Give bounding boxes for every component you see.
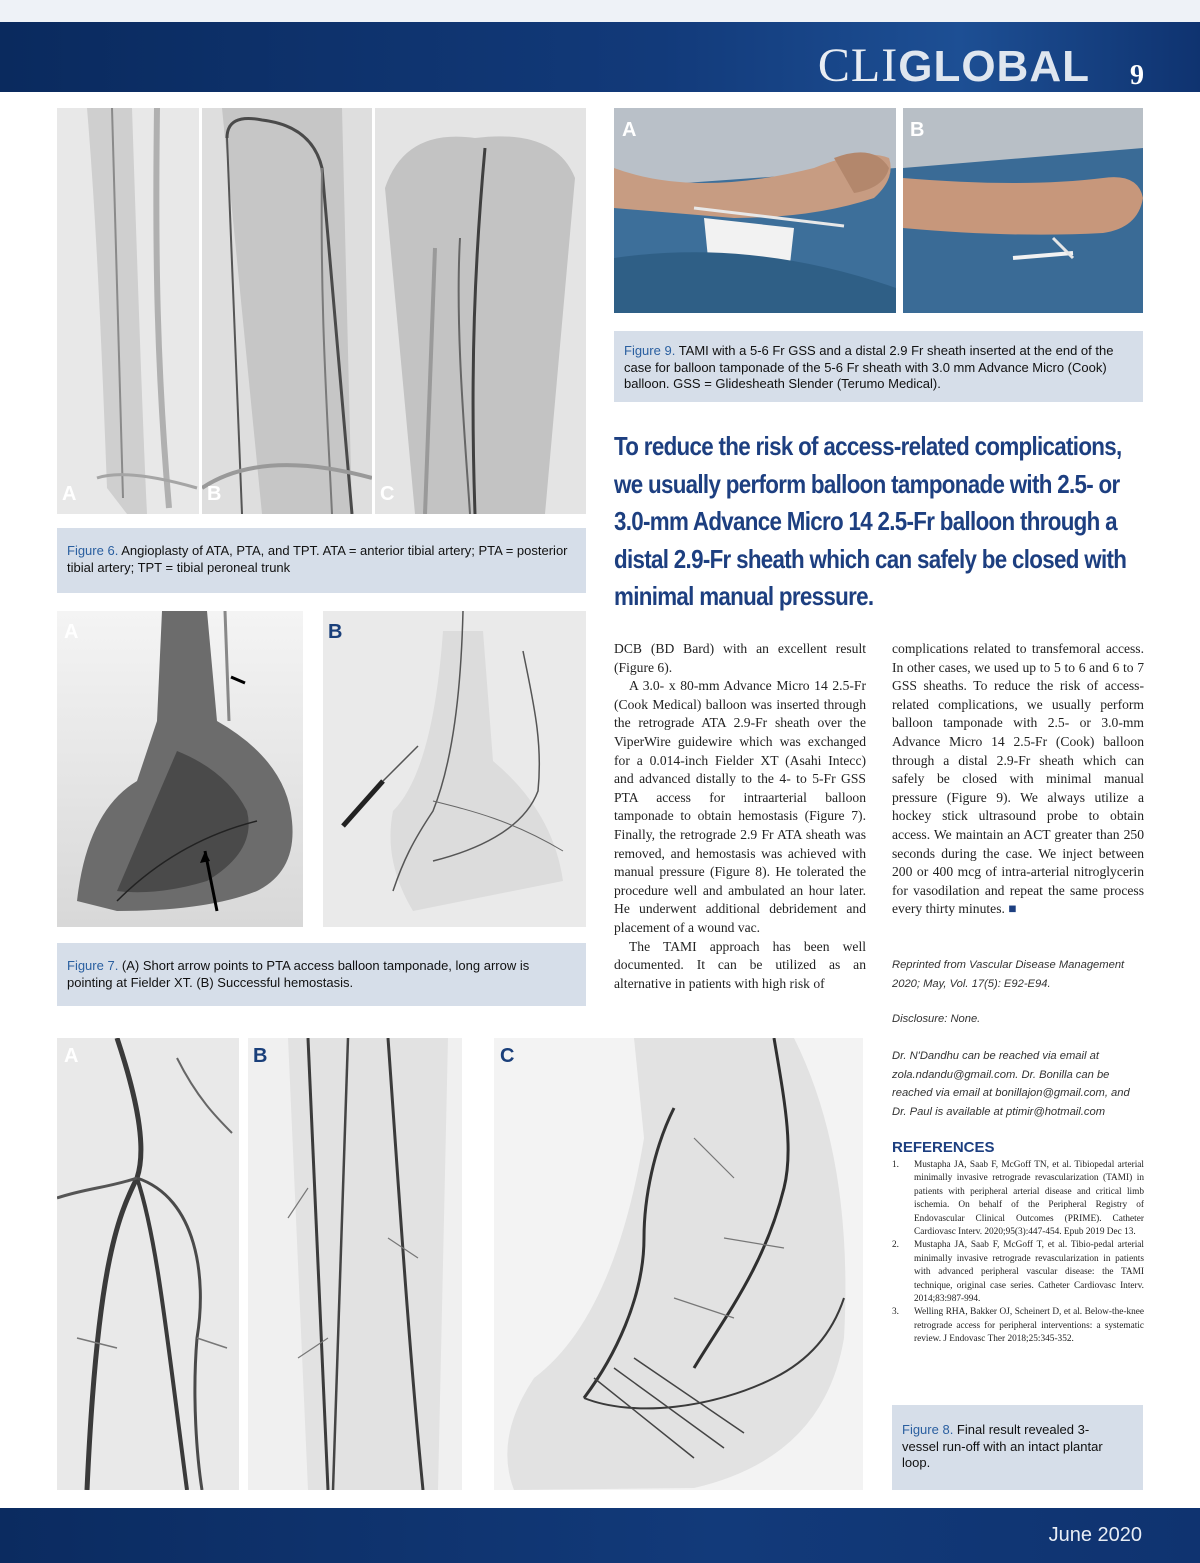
reference-text: Mustapha JA, Saab F, McGoff T, et al. Tibio-pedal arterial minimally invasive retrograde revascularization in patients with advanced peripheral vascular disease: the TAMI technique, original case series. Catheter Cardiovasc Interv. 2014;83:987-994. bbox=[914, 1240, 1144, 1305]
figure8-caption-text: Final result revealed 3-vessel run-off with an intact plantar loop. bbox=[902, 1422, 1103, 1470]
figure6-label-c: C bbox=[380, 483, 395, 505]
figure9-panel-b bbox=[903, 108, 1143, 313]
figure8-panel-c-image bbox=[494, 1038, 863, 1490]
figure8-panel-c bbox=[494, 1038, 863, 1490]
header-top-strip bbox=[0, 0, 1200, 22]
figure6-panel-c-image bbox=[375, 108, 586, 514]
disclosure-note: Disclosure: None. bbox=[892, 1013, 981, 1025]
figure8-panel-b-image bbox=[248, 1038, 462, 1490]
page-footer-band bbox=[0, 1508, 1200, 1563]
figure7-caption-text: (A) Short arrow points to PTA access balloon tamponade, long arrow is pointing at Fielder XT. (B) Successful hemostasis. bbox=[67, 958, 530, 990]
body-column-2 bbox=[892, 640, 1144, 919]
cli-global-logo bbox=[818, 38, 1090, 95]
column1-paragraph-2: A 3.0- x 80-mm Advance Micro 14 2.5-Fr (Cook Medical) balloon was inserted through the retrograde ATA 2.9-Fr sheath over the ViperWire guidewire which was exchanged for a 0.014-inch Fielder XT (Asahi Intecc) and advanced distally to the 4- to 5-Fr GSS PTA access for intraarterial balloon tamponade to obtain hemostasis (Figure 7). Finally, the retrograde 2.9 Fr ATA sheath was removed, and hemostasis was achieved with manual pressure (Figure 8). He tolerated the procedure well and ambulated an hour later. He underwent additional debridement and placement of a wound vac. bbox=[614, 678, 866, 935]
end-mark: ■ bbox=[1008, 901, 1017, 917]
figure6-panel-a bbox=[57, 108, 199, 514]
reference-text: Mustapha JA, Saab F, McGoff TN, et al. Tibiopedal arterial minimally invasive retrograde revascularization (TAMI) in patients with peripheral arterial disease and critical limb ischemia. On behalf of the Peripheral Registry of Endovascular Clinical Outcomes (PRIME). Catheter Cardiovasc Interv. 2020;95(3):447-454. Epub 2019 Dec 13. bbox=[914, 1160, 1144, 1238]
reference-number: 1. bbox=[892, 1160, 899, 1170]
figure8-label-c: C bbox=[500, 1045, 515, 1067]
figure9-label-a: A bbox=[622, 119, 637, 141]
figure9-caption-text: TAMI with a 5-6 Fr GSS and a distal 2.9 Fr sheath inserted at the end of the case for balloon tamponade of the 5-6 Fr sheath with 3.0 mm Advance Micro (Cook) balloon. GSS = Glidesheath Slender (Terumo Medical). bbox=[624, 343, 1114, 391]
figure8-caption bbox=[892, 1405, 1143, 1490]
figure9-label-b: B bbox=[910, 119, 925, 141]
figure7-panel-b bbox=[323, 611, 586, 927]
reference-item bbox=[892, 1159, 1144, 1239]
column1-paragraph-3: The TAMI approach has been well documented. It can be utilized as an alternative in patients with high risk of bbox=[614, 938, 866, 991]
reference-item bbox=[892, 1306, 1144, 1346]
figure9-panel-b-image bbox=[903, 108, 1143, 313]
contact-note: Dr. N'Dandhu can be reached via email at zola.ndandu@gmail.com. Dr. Bonilla can be reached via email at bonillajon@gmail.com, and Dr. Paul is available at ptimir@hotmail.com bbox=[892, 1050, 1130, 1118]
figure8-panel-a-image bbox=[57, 1038, 239, 1490]
page-number: 9 bbox=[1130, 60, 1144, 91]
reference-number: 2. bbox=[892, 1240, 899, 1251]
figure6-label-a: A bbox=[62, 483, 77, 505]
figure7-label-a: A bbox=[64, 621, 79, 643]
figure8-caption-label: Figure 8. bbox=[902, 1422, 954, 1437]
figure6-label-b: B bbox=[207, 483, 222, 505]
figure6-caption bbox=[57, 528, 586, 593]
body-column-1 bbox=[614, 640, 866, 993]
logo-cli-text: CLI bbox=[817, 39, 899, 92]
logo-global-text: GLOBAL bbox=[898, 42, 1090, 91]
figure8-panel-a bbox=[57, 1038, 239, 1490]
column1-paragraph-1: DCB (BD Bard) with an excellent result (Figure 6). bbox=[614, 641, 866, 675]
figure9-panel-a bbox=[614, 108, 896, 313]
figure8-label-b: B bbox=[253, 1045, 268, 1067]
figure6-panel-c bbox=[375, 108, 586, 514]
reference-item bbox=[892, 1239, 1144, 1306]
figure8-panel-b bbox=[248, 1038, 462, 1490]
figure6-caption-label: Figure 6. bbox=[67, 543, 119, 558]
pull-quote: To reduce the risk of access-related complications, we usually perform balloon tamponade with 2.5- or 3.0-mm Advance Micro 14 2.5-Fr balloon through a distal 2.9-Fr sheath which can safely be closed with minimal manual pressure. bbox=[614, 431, 1127, 611]
figure6-caption-text: Angioplasty of ATA, PTA, and TPT. ATA = anterior tibial artery; PTA = posterior tibial artery; TPT = tibial peroneal trunk bbox=[67, 543, 568, 575]
figure6-panel-b-image bbox=[202, 108, 372, 514]
figure7-panel-a-image bbox=[57, 611, 303, 927]
figure8-label-a: A bbox=[64, 1045, 79, 1067]
figure7-label-b: B bbox=[328, 621, 343, 643]
reprint-note: Reprinted from Vascular Disease Management 2020; May, Vol. 17(5): E92-E94. bbox=[892, 959, 1125, 990]
references-heading: REFERENCES bbox=[892, 1139, 995, 1156]
figure7-caption-label: Figure 7. bbox=[67, 958, 119, 973]
figure6-panel-b bbox=[202, 108, 372, 514]
issue-date: June 2020 bbox=[1048, 1524, 1142, 1546]
figure9-panel-a-image bbox=[614, 108, 896, 313]
column2-paragraph-1: complications related to transfemoral access. In other cases, we used up to 5 to 6 and 6 to 7 GSS sheaths. To reduce the risk of access-related complications, we usually perform balloon tamponade with 2.5- or 3.0-mm Advance Micro 14 2.5-Fr (Cook) balloon through a distal 2.9-Fr sheath which can safely be closed with minimal manual pressure (Figure 9). We always utilize a hockey stick ultrasound probe to obtain access. We maintain an ACT greater than 250 seconds during the case. We inject between 200 or 400 mcg of intra-arterial nitroglycerin for vasodilation and repeat the same process every thirty minutes. bbox=[892, 641, 1144, 917]
figure7-panel-a bbox=[57, 611, 303, 927]
references-list bbox=[892, 1159, 1144, 1347]
figure7-panel-b-image bbox=[323, 611, 586, 927]
figure9-caption-label: Figure 9. bbox=[624, 343, 676, 358]
reference-text: Welling RHA, Bakker OJ, Scheinert D, et al. Below-the-knee retrograde access for peripheral interventions: a systematic review. J Endovasc Ther 2018;25:345-352. bbox=[914, 1307, 1144, 1345]
figure7-caption bbox=[57, 943, 586, 1006]
figure6-panel-a-image bbox=[57, 108, 199, 514]
figure9-caption bbox=[614, 331, 1143, 402]
reference-number: 3. bbox=[892, 1307, 899, 1318]
